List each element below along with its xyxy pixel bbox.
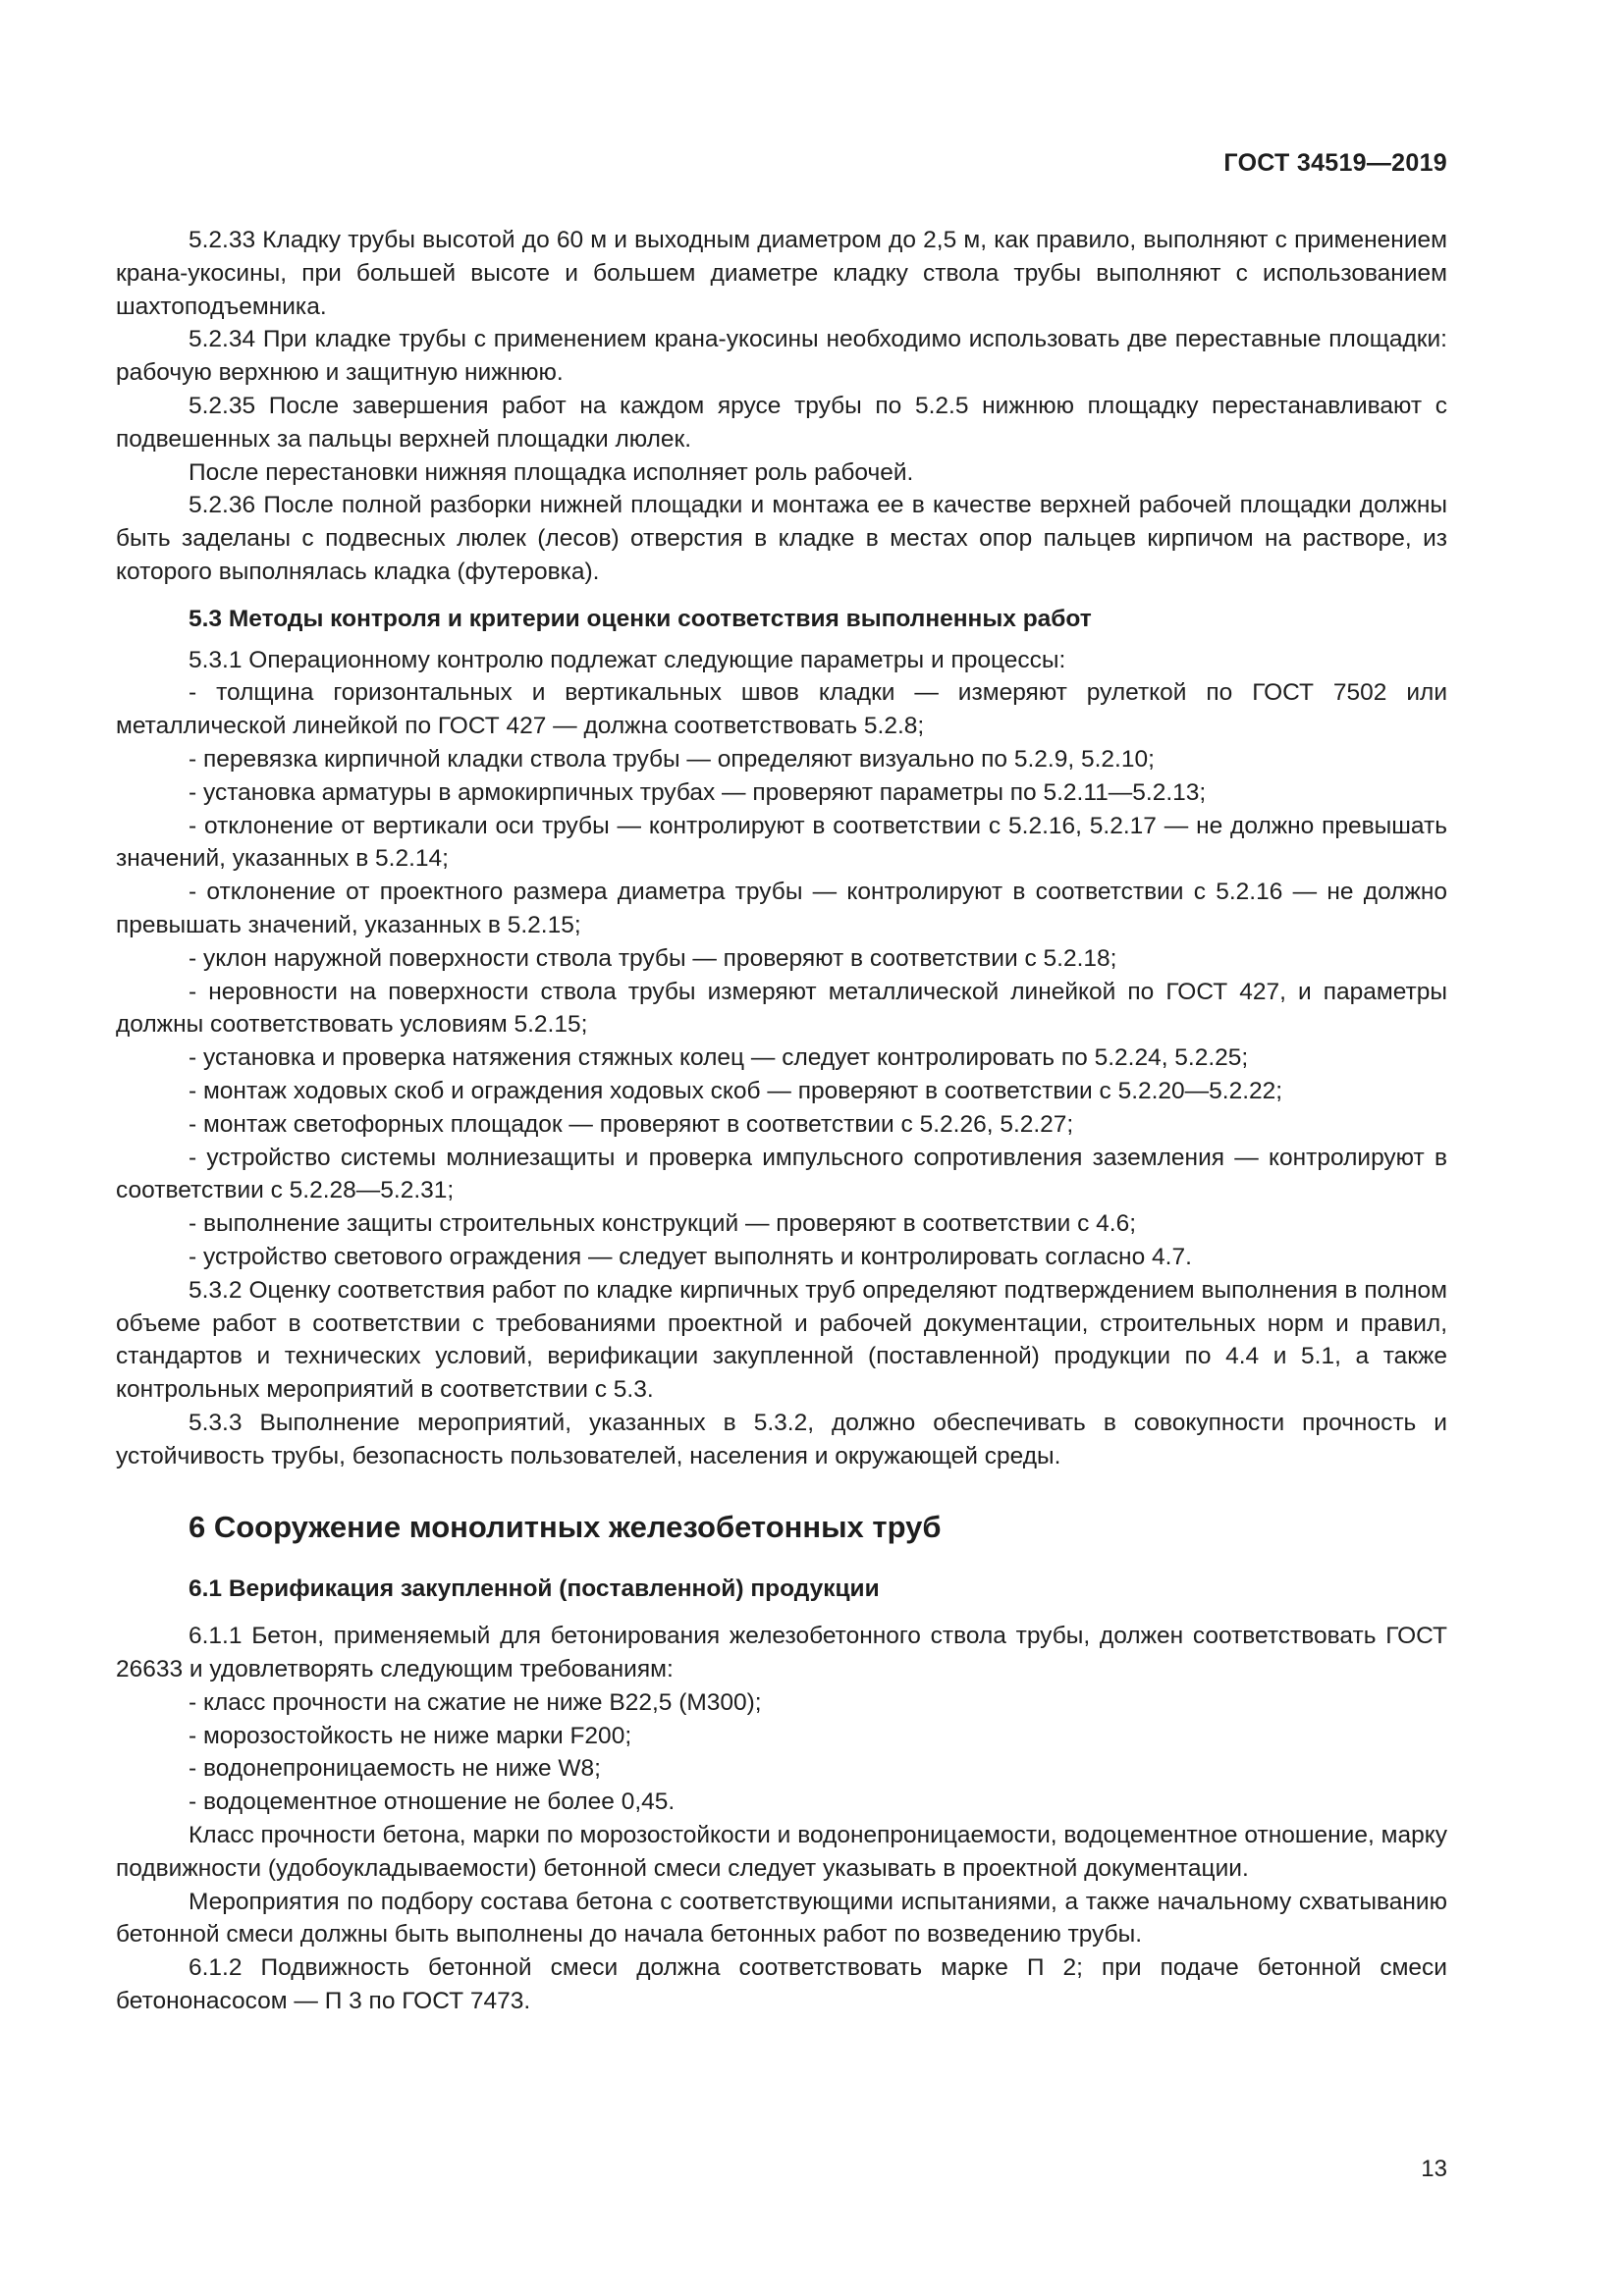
list-item: - водоцементное отношение не более 0,45. xyxy=(189,1789,676,1816)
paragraph: 5.3.1 Операционному контролю подлежат следующие параметры и процессы: xyxy=(189,646,1066,673)
section-heading: 5.3 Методы контроля и критерии оценки соответствия выполненных работ xyxy=(189,605,1092,632)
list-item: - устройство светового ограждения — следует выполнять и контролировать согласно 4.7. xyxy=(189,1243,1192,1270)
list-item: - отклонение от вертикали оси трубы — контролируют в соответствии с 5.2.16, 5.2.17 — не должно превышать значений, указанных в 5.2.14; xyxy=(116,812,1447,873)
page-number: 13 xyxy=(1421,2156,1447,2182)
list-item: - толщина горизонтальных и вертикальных швов кладки — измеряют рулеткой по ГОСТ 7502 или металлической линейкой по ГОСТ 427 — должна соответствовать 5.2.8; xyxy=(116,679,1447,740)
section-heading: 6.1 Верификация закупленной (поставленной) продукции xyxy=(189,1575,880,1603)
document-body xyxy=(116,224,1447,2018)
paragraph: 6.1.2 Подвижность бетонной смеси должна соответствовать марке П 2; при подаче бетонной смеси бетононасосом — П 3 по ГОСТ 7473. xyxy=(116,1954,1447,2015)
paragraph: 5.3.3 Выполнение мероприятий, указанных в 5.3.2, должно обеспечивать в совокупности прочность и устойчивость трубы, безопасность пользователей, населения и окружающей среды. xyxy=(116,1409,1447,1469)
list-item: - класс прочности на сжатие не ниже В22,5 (М300); xyxy=(189,1688,762,1716)
list-item: - уклон наружной поверхности ствола трубы — проверяют в соответствии с 5.2.18; xyxy=(189,944,1117,972)
paragraph: 5.3.2 Оценку соответствия работ по кладке кирпичных труб определяют подтверждением выполнения в полном объеме работ в соответствии с требованиями проектной и рабочей документации, строительных норм и правил, стандартов и технических условий, верификации закупленной (поставленной) продукции по 4.4 и 5.1, а также контрольных мероприятий в соответствии с 5.3. xyxy=(116,1276,1447,1404)
paragraph: После перестановки нижняя площадка исполняет роль рабочей. xyxy=(189,458,914,486)
paragraph: Класс прочности бетона, марки по морозостойкости и водонепроницаемости, водоцементное отношение, марку подвижности (удобоукладываемости) бетонной смеси следует указывать в проектной документации. xyxy=(116,1822,1447,1882)
paragraph: 5.2.34 При кладке трубы с применением крана-укосины необходимо использовать две переставные площадки: рабочую верхнюю и защитную нижнюю. xyxy=(116,326,1447,387)
document-header: ГОСТ 34519—2019 xyxy=(1223,149,1447,177)
paragraph: 5.2.36 После полной разборки нижней площадки и монтажа ее в качестве верхней рабочей площадки должны быть заделаны с подвесных люлек (лесов) отверстия в кладке в местах опор пальцев кирпичом на растворе, из которого выполнялась кладка (футеровка). xyxy=(116,492,1447,585)
paragraph: 6.1.1 Бетон, применяемый для бетонирования железобетонного ствола трубы, должен соответствовать ГОСТ 26633 и удовлетворять следующим требованиям: xyxy=(116,1623,1447,1683)
paragraph: Мероприятия по подбору состава бетона с соответствующими испытаниями, а также начальному схватыванию бетонной смеси должны быть выполнены до начала бетонных работ по возведению трубы. xyxy=(116,1888,1447,1949)
list-item: - выполнение защиты строительных конструкций — проверяют в соответствии с 4.6; xyxy=(189,1210,1136,1238)
list-item: - перевязка кирпичной кладки ствола трубы — определяют визуально по 5.2.9, 5.2.10; xyxy=(189,745,1155,773)
paragraph: 5.2.35 После завершения работ на каждом ярусе трубы по 5.2.5 нижнюю площадку перестанавливают с подвешенных за пальцы верхней площадки люлек. xyxy=(116,392,1447,453)
document-page xyxy=(116,0,1447,2296)
chapter-heading: 6 Сооружение монолитных железобетонных труб xyxy=(189,1510,942,1545)
list-item: - монтаж светофорных площадок — проверяют в соответствии с 5.2.26, 5.2.27; xyxy=(189,1110,1074,1138)
list-item: - монтаж ходовых скоб и ограждения ходовых скоб — проверяют в соответствии с 5.2.20—5.2.22; xyxy=(189,1077,1283,1104)
list-item: - водонепроницаемость не ниже W8; xyxy=(189,1755,601,1783)
list-item: - морозостойкость не ниже марки F200; xyxy=(189,1722,632,1749)
paragraph: 5.2.33 Кладку трубы высотой до 60 м и выходным диаметром до 2,5 м, как правило, выполняют с применением крана-укосины, при большей высоте и большем диаметре кладку ствола трубы выполняют с использованием шахтоподъемника. xyxy=(116,227,1447,320)
list-item: - установка и проверка натяжения стяжных колец — следует контролировать по 5.2.24, 5.2.25; xyxy=(189,1044,1249,1072)
list-item: - устройство системы молниезащиты и проверка импульсного сопротивления заземления — контролируют в соответствии с 5.2.28—5.2.31; xyxy=(116,1144,1447,1204)
list-item: - отклонение от проектного размера диаметра трубы — контролируют в соответствии с 5.2.16 — не должно превышать значений, указанных в 5.2.15; xyxy=(116,879,1447,938)
list-item: - неровности на поверхности ствола трубы измеряют металлической линейкой по ГОСТ 427, и параметры должны соответствовать условиям 5.2.15; xyxy=(116,978,1447,1039)
list-item: - установка арматуры в армокирпичных трубах — проверяют параметры по 5.2.11—5.2.13; xyxy=(189,778,1207,806)
